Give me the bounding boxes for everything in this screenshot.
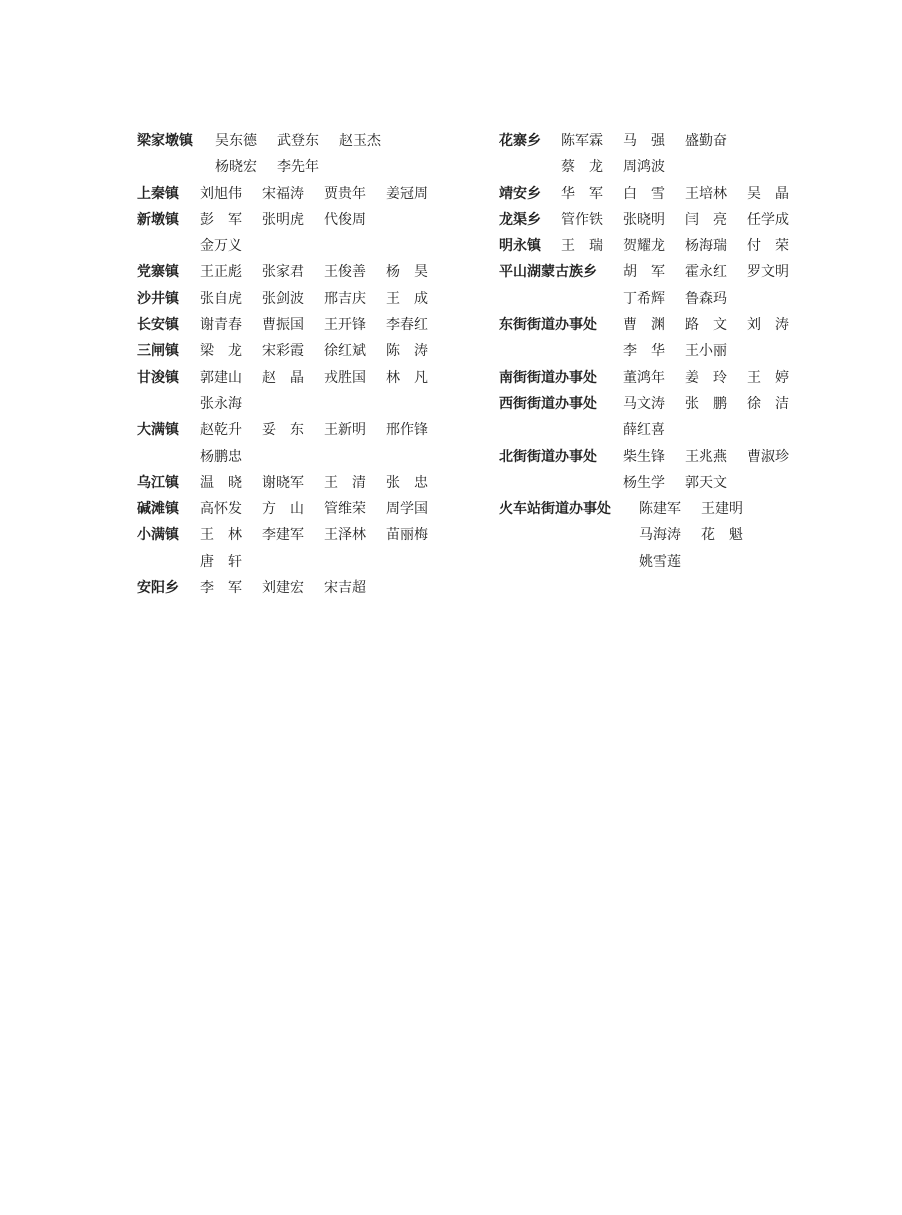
member-row: [200, 444, 477, 470]
unit-entry: [137, 470, 477, 496]
unit-entry: [137, 259, 477, 285]
member-name: 柴生锋: [623, 448, 665, 465]
member-row: [200, 417, 477, 443]
member-name: 唐 轩: [200, 553, 242, 570]
member-name: 刘 涛: [747, 317, 789, 334]
member-name: 张剑波: [262, 290, 304, 307]
member-name: 张永海: [200, 395, 242, 412]
member-name: 王建明: [701, 501, 743, 518]
member-row: [200, 286, 477, 312]
member-name: 张 忠: [386, 474, 428, 491]
member-name: 蔡 龙: [561, 159, 603, 176]
member-name: 妥 东: [262, 422, 304, 439]
member-row: [561, 233, 819, 259]
unit-name: 长安镇: [137, 317, 179, 334]
unit-entry: [137, 207, 477, 260]
member-name: 李 华: [623, 343, 665, 360]
member-name: 白 雪: [623, 185, 665, 202]
member-row: [200, 549, 477, 575]
member-row: [215, 154, 477, 180]
unit-name: 火车站街道办事处: [499, 501, 611, 518]
unit-entry: [137, 496, 477, 522]
member-name: 王兆燕: [685, 448, 727, 465]
unit-entry: [499, 259, 819, 312]
member-row: [200, 522, 477, 548]
member-row: [200, 181, 477, 207]
member-list: [200, 522, 477, 575]
member-name: 赵 晶: [262, 369, 304, 386]
member-name: 路 文: [685, 317, 727, 334]
member-name: 杨晓宏: [215, 159, 257, 176]
unit-name: 大满镇: [137, 422, 179, 439]
member-list: [200, 470, 477, 496]
member-row: [623, 391, 819, 417]
unit-name: 靖安乡: [499, 185, 541, 202]
unit-entry: [137, 522, 477, 575]
member-name: 徐红斌: [324, 343, 366, 360]
member-row: [623, 365, 819, 391]
unit-name: 花寨乡: [499, 133, 541, 149]
unit-name: 北街街道办事处: [499, 448, 597, 465]
member-list: [623, 391, 819, 444]
member-name: 董鸿年: [623, 369, 665, 386]
member-name: 王开锋: [324, 317, 366, 334]
member-row: [561, 154, 819, 180]
member-name: 梁 龙: [200, 343, 242, 360]
member-row: [200, 233, 477, 259]
unit-entry: [137, 365, 477, 418]
member-name: 丁希辉: [623, 290, 665, 307]
member-name: 宋彩霞: [262, 343, 304, 360]
unit-name: 小满镇: [137, 527, 179, 544]
unit-entry: [499, 391, 819, 444]
member-name: 王小丽: [685, 343, 727, 360]
member-name: 张自虎: [200, 290, 242, 307]
member-name: 陈 涛: [386, 343, 428, 360]
member-row: [623, 286, 819, 312]
member-name: 霍永红: [685, 264, 727, 281]
member-row: [623, 312, 819, 338]
member-row: [200, 312, 477, 338]
member-name: 宋吉超: [324, 580, 366, 597]
member-list: [200, 181, 477, 207]
unit-name: 东街街道办事处: [499, 317, 597, 334]
member-name: 金万义: [200, 238, 242, 255]
unit-name: 甘浚镇: [137, 369, 179, 386]
member-list: [200, 338, 477, 364]
member-name: 刘建宏: [262, 580, 304, 597]
member-row: [639, 549, 819, 575]
member-list: [623, 312, 819, 365]
member-row: [561, 181, 819, 207]
member-row: [200, 338, 477, 364]
member-row: [623, 338, 819, 364]
member-name: 王 婷: [747, 369, 789, 386]
unit-name: 党寨镇: [137, 264, 179, 281]
member-name: 张晓明: [623, 211, 665, 228]
unit-entry: [137, 286, 477, 312]
left-column: [137, 128, 477, 601]
member-name: 戎胜国: [324, 369, 366, 386]
member-name: 代俊周: [324, 211, 366, 228]
member-row: [561, 207, 819, 233]
member-row: [639, 496, 819, 522]
unit-entry: [499, 365, 819, 391]
member-list: [623, 365, 819, 391]
unit-name: 明永镇: [499, 238, 541, 255]
unit-entry: [137, 181, 477, 207]
member-name: 贺耀龙: [623, 238, 665, 255]
unit-entry: [499, 496, 819, 575]
member-name: 罗文明: [747, 264, 789, 281]
member-list: [561, 181, 819, 207]
member-row: [623, 444, 819, 470]
member-name: 杨海瑞: [685, 238, 727, 255]
unit-name: 三闸镇: [137, 343, 179, 360]
member-name: 闫 亮: [685, 211, 727, 228]
member-row: [200, 496, 477, 522]
member-name: 李 军: [200, 580, 242, 597]
member-list: [200, 312, 477, 338]
unit-entry: [499, 128, 819, 181]
member-name: 谢晓军: [262, 474, 304, 491]
member-name: 王 成: [386, 290, 428, 307]
right-column: [499, 128, 819, 575]
unit-name: 新墩镇: [137, 211, 179, 228]
member-name: 曹 渊: [623, 317, 665, 334]
member-list: [639, 496, 819, 575]
member-name: 邢吉庆: [324, 290, 366, 307]
member-name: 王培林: [685, 185, 727, 202]
unit-entry: [499, 181, 819, 207]
member-list: [200, 207, 477, 260]
member-name: 张家君: [262, 264, 304, 281]
member-list: [623, 259, 819, 312]
member-name: 张明虎: [262, 211, 304, 228]
member-name: 马文涛: [623, 395, 665, 412]
member-name: 盛勤奋: [685, 133, 727, 149]
member-name: 曹振国: [262, 317, 304, 334]
member-name: 薛红喜: [623, 422, 665, 439]
unit-name: 上秦镇: [137, 185, 179, 202]
member-name: 林 凡: [386, 369, 428, 386]
member-name: 周鸿波: [623, 159, 665, 176]
member-name: 赵玉杰: [339, 133, 381, 149]
member-row: [639, 522, 819, 548]
member-list: [200, 365, 477, 418]
unit-entry: [499, 207, 819, 233]
member-list: [623, 444, 819, 497]
member-name: 姜 玲: [685, 369, 727, 386]
unit-entry: [499, 444, 819, 497]
member-name: 郭建山: [200, 369, 242, 386]
member-list: [215, 128, 477, 181]
member-list: [200, 286, 477, 312]
member-name: 王正彪: [200, 264, 242, 281]
member-row: [200, 470, 477, 496]
member-name: 管作铁: [561, 211, 603, 228]
member-name: 贾贵年: [324, 185, 366, 202]
member-name: 陈军霖: [561, 133, 603, 149]
member-row: [200, 259, 477, 285]
member-name: 彭 军: [200, 211, 242, 228]
member-name: 杨鹏忠: [200, 448, 242, 465]
member-name: 宋福涛: [262, 185, 304, 202]
member-name: 李建军: [262, 527, 304, 544]
member-name: 吴 晶: [747, 185, 789, 202]
member-row: [623, 417, 819, 443]
member-name: 李先年: [277, 159, 319, 176]
unit-name: 龙渠乡: [499, 211, 541, 228]
member-name: 刘旭伟: [200, 185, 242, 202]
unit-name: 南街街道办事处: [499, 369, 597, 386]
member-row: [200, 391, 477, 417]
member-name: 王新明: [324, 422, 366, 439]
unit-entry: [137, 312, 477, 338]
member-list: [200, 496, 477, 522]
member-name: 鲁森玛: [685, 290, 727, 307]
unit-name: 梁家墩镇: [137, 133, 193, 149]
member-row: [200, 365, 477, 391]
member-list: [561, 207, 819, 233]
member-name: 华 军: [561, 185, 603, 202]
member-row: [200, 575, 477, 601]
member-name: 温 晓: [200, 474, 242, 491]
member-name: 马海涛: [639, 527, 681, 544]
member-name: 胡 军: [623, 264, 665, 281]
member-list: [561, 128, 819, 181]
member-name: 王泽林: [324, 527, 366, 544]
member-name: 王 瑞: [561, 238, 603, 255]
member-name: 赵乾升: [200, 422, 242, 439]
member-name: 吴东德: [215, 133, 257, 149]
member-name: 花 魁: [701, 527, 743, 544]
member-name: 谢青春: [200, 317, 242, 334]
member-row: [623, 470, 819, 496]
member-name: 郭天文: [685, 474, 727, 491]
member-name: 马 强: [623, 133, 665, 149]
member-row: [200, 207, 477, 233]
member-name: 付 荣: [747, 238, 789, 255]
unit-entry: [137, 338, 477, 364]
member-list: [200, 417, 477, 470]
member-name: 苗丽梅: [386, 527, 428, 544]
member-list: [200, 575, 477, 601]
unit-entry: [137, 575, 477, 601]
member-name: 王 清: [324, 474, 366, 491]
unit-name: 西街街道办事处: [499, 395, 597, 412]
member-name: 高怀发: [200, 501, 242, 518]
unit-name: 安阳乡: [137, 580, 179, 597]
member-name: 邢作锋: [386, 422, 428, 439]
member-name: 方 山: [262, 501, 304, 518]
unit-entry: [499, 233, 819, 259]
unit-entry: [137, 417, 477, 470]
member-name: 武登东: [277, 133, 319, 149]
member-list: [561, 233, 819, 259]
member-name: 姚雪莲: [639, 553, 681, 570]
member-name: 李春红: [386, 317, 428, 334]
member-row: [215, 128, 477, 154]
member-name: 徐 洁: [747, 395, 789, 412]
member-row: [623, 259, 819, 285]
member-name: 陈建军: [639, 501, 681, 518]
member-name: 杨生学: [623, 474, 665, 491]
member-name: 曹淑珍: [747, 448, 789, 465]
unit-name: 碱滩镇: [137, 501, 179, 518]
member-name: 王 林: [200, 527, 242, 544]
member-name: 杨 昊: [386, 264, 428, 281]
member-name: 任学成: [747, 211, 789, 228]
member-name: 姜冠周: [386, 185, 428, 202]
member-name: 王俊善: [324, 264, 366, 281]
member-name: 管维荣: [324, 501, 366, 518]
member-name: 张 鹏: [685, 395, 727, 412]
member-list: [200, 259, 477, 285]
member-row: [561, 128, 819, 154]
unit-name: 乌江镇: [137, 474, 179, 491]
unit-name: 平山湖蒙古族乡: [499, 264, 597, 281]
unit-entry: [137, 128, 477, 181]
unit-entry: [499, 312, 819, 365]
member-name: 周学国: [386, 501, 428, 518]
unit-name: 沙井镇: [137, 290, 179, 307]
